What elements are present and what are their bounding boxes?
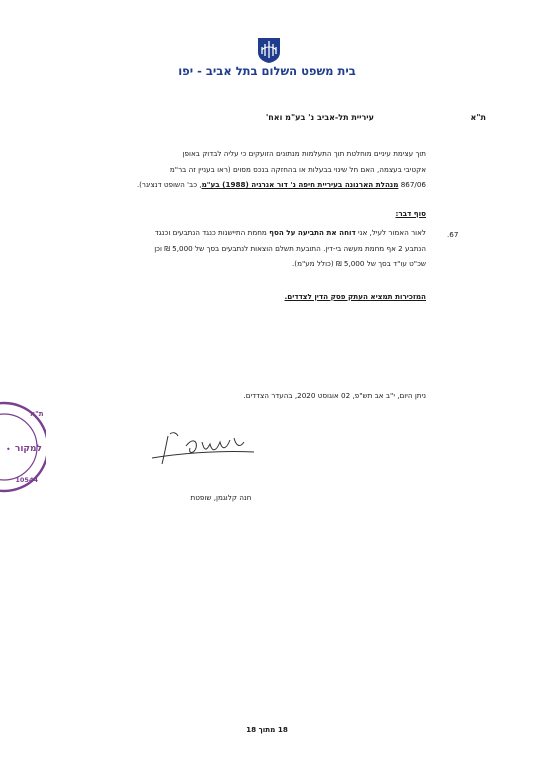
citation-suffix: , כב' השופט דנציגר).	[136, 180, 202, 190]
citation-number: 867/06	[398, 180, 426, 190]
state-emblem-icon	[256, 36, 282, 64]
stamp-bottom-text: 10544	[15, 476, 38, 484]
svg-text:•: •	[6, 445, 11, 454]
section-heading: סוף דבר:	[395, 209, 426, 218]
ruling-bold: דוחה את התביעה על הסף	[269, 228, 356, 237]
court-name: בית משפט השלום בתל אביב - יפו	[178, 64, 356, 78]
paragraph-line	[80, 225, 426, 241]
paragraph-line: תוך עצימת עיניים מוחלטת תוך התעלמות מנתונים הזועקים כי עליה לבדוק באופן	[182, 149, 426, 158]
closing-note: המזכירות תמציא העתק פסק הדין לצדדים.	[284, 292, 426, 301]
case-parties: עיריית תל-אביב נ' בע"מ ואח'	[265, 113, 374, 122]
ruling-suffix: מחמת התיישנות כנגד הנתבעים וכנגד	[154, 228, 270, 237]
page-number: 18 מתוך 18	[246, 725, 288, 734]
handwritten-signature	[146, 428, 258, 474]
paragraph-67	[80, 225, 426, 272]
court-stamp	[0, 396, 46, 498]
given-date-line: ניתן היום, י"ב אב תש"פ, 02 אוגוסט 2020, בהעדר הצדדים.	[243, 391, 426, 400]
judge-name: חנה קלוגמן, שופטת	[190, 493, 252, 502]
paragraph-66	[80, 146, 426, 193]
case-citation: מנהלת הארנונה בעיריית חיפה נ' דור אנרגיה (1988) בע"מ	[201, 180, 399, 190]
paragraph-line: שכ"ט עו"ד בסך של 5,000 ₪ (כולל מע"מ).	[291, 259, 426, 269]
paragraph-line: הנתבע 2 אף מחמת מעשה בי-דין. התובעת תשלם הוצאות לנתבעים בסך של 5,000 ₪ וכן	[154, 243, 426, 253]
paragraph-line: אקטיבי בעצמה, האם חל שינוי בבעלות או בהחזקה בנכס מסוים (ראו בעניין זה בר"מ	[169, 164, 426, 174]
paragraph-number: .67	[447, 230, 459, 239]
ruling-prefix: לאור האמור לעיל, אני	[355, 228, 426, 237]
paragraph-line	[80, 177, 426, 193]
stamp-middle-text: למקור	[14, 444, 42, 454]
stamp-top-text: ת"א	[30, 410, 44, 418]
case-number-label: ת"א	[470, 113, 486, 122]
